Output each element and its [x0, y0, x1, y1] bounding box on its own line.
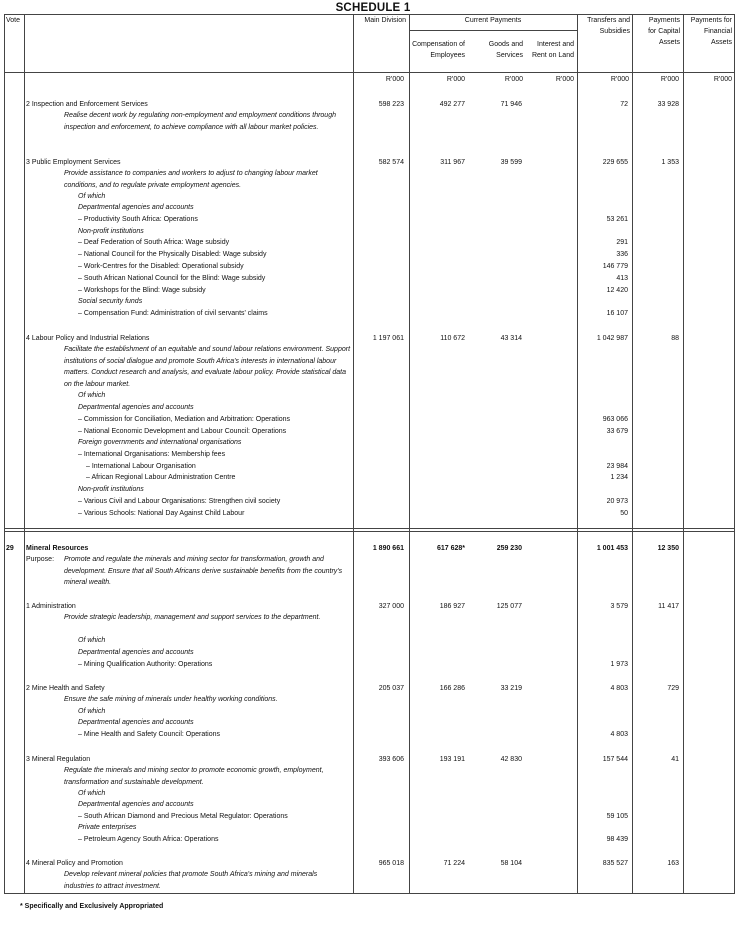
amount-comp: 110 672 [440, 335, 465, 342]
program-description: Provide strategic leadership, management and support services to the department. [64, 614, 321, 621]
amount-trans: 963 066 [602, 416, 628, 423]
amount-comp: 166 286 [439, 685, 465, 692]
amount-goods: 58 104 [500, 860, 522, 867]
column-divider [632, 14, 633, 894]
unit-label: R'000 [446, 76, 465, 83]
amount-comp: 492 277 [439, 101, 465, 108]
line-item: – Productivity South Africa: Operations [78, 216, 198, 223]
of-which-label: Of which [78, 790, 106, 797]
amount-trans: 16 107 [606, 310, 628, 317]
unit-label: R'000 [385, 76, 404, 83]
amount-trans: 291 [616, 239, 628, 246]
line-item: – Various Schools: National Day Against Child Labour [78, 510, 245, 517]
header-current-payments: Current Payments [464, 17, 522, 24]
category-label: Non-profit institutions [78, 228, 144, 235]
unit-label: R'000 [504, 76, 523, 83]
amount-trans: 229 655 [602, 159, 628, 166]
programme-title: 2 Mine Health and Safety [26, 685, 105, 692]
column-divider [577, 14, 578, 894]
header-compensation: Compensation of Employees [412, 41, 465, 59]
amount-trans: 12 420 [606, 287, 628, 294]
amount-trans: 98 439 [606, 836, 628, 843]
line-item: – International Organisations: Membership fees [78, 451, 226, 458]
amount-cap: 11 417 [658, 603, 679, 610]
unit-label: R'000 [713, 76, 732, 83]
program-description: Regulate the minerals and mining sector to promote economic growth, employment, transformation and sustainable development. [64, 767, 324, 786]
category-label: Departmental agencies and accounts [78, 719, 194, 726]
line-item: – Petroleum Agency South Africa: Operations [78, 836, 219, 843]
amount-cap: 163 [667, 860, 679, 867]
program-description: Develop relevant mineral policies that promote South Africa's mining and minerals industries to attract investment. [64, 871, 318, 890]
category-label: Social security funds [78, 298, 143, 305]
header-interest: Interest and Rent on Land [531, 41, 574, 59]
programme-title: 4 Mineral Policy and Promotion [26, 860, 123, 867]
unit-label: R'000 [610, 76, 629, 83]
amount-main: 1 890 661 [372, 545, 404, 552]
program-description: Facilitate the establishment of an equitable and sound labour relations environment. Support institutions of social dialogue and promote South Africa's interests in international labour matters. Conduct research and analysis, and evaluate labour policy. Provide statistical data on the labour market. [64, 346, 351, 388]
unit-label: R'000 [660, 76, 679, 83]
category-label: Non-profit institutions [78, 486, 144, 493]
line-item: – Mine Health and Safety Council: Operations [78, 731, 221, 738]
amount-trans: 1 042 987 [596, 335, 628, 342]
amount-trans: 20 973 [606, 498, 628, 505]
program-description: Realise decent work by regulating non-employment and employment conditions through inspection and enforcement, to achieve compliance with all labour market policies. [64, 112, 336, 131]
programme-title: 4 Labour Policy and Industrial Relations [26, 335, 150, 342]
amount-main: 1 197 061 [372, 335, 404, 342]
of-which-label: Of which [78, 708, 106, 715]
amount-trans: 413 [616, 275, 628, 282]
program-description: Provide assistance to companies and workers to adjust to changing labour market conditions, and to regulate private employment agencies. [64, 170, 318, 189]
amount-main: 205 037 [378, 685, 404, 692]
vote-title: Mineral Resources [26, 545, 89, 552]
header-vote: Vote [6, 17, 21, 24]
column-divider [683, 14, 684, 894]
amount-cap: 729 [667, 685, 679, 692]
of-which-label: Of which [78, 193, 106, 200]
amount-trans: 1 234 [610, 474, 628, 481]
amount-goods: 43 314 [500, 335, 522, 342]
amount-main: 393 606 [378, 756, 404, 763]
unit-label: R'000 [555, 76, 574, 83]
amount-cap: 12 350 [657, 545, 679, 552]
purpose-label: Purpose: [26, 556, 55, 563]
line-item: – African Regional Labour Administration Centre [86, 474, 236, 481]
purpose-text: Promote and regulate the minerals and mining sector for transformation, growth and development. Ensure that all South Africans derive sustainable benefits from the country's mineral wealth. [64, 556, 343, 587]
of-which-label: Of which [78, 637, 106, 644]
header-goods: Goods and Services [488, 41, 523, 59]
column-divider [409, 14, 410, 894]
amount-goods: 125 077 [496, 603, 522, 610]
header-financial: Payments for Financial Assets [690, 17, 732, 46]
amount-cap: 1 353 [661, 159, 679, 166]
category-label: Departmental agencies and accounts [78, 801, 194, 808]
vote-number: 29 [6, 545, 14, 552]
amount-cap: 33 928 [657, 101, 679, 108]
vote-separator [4, 531, 735, 532]
amount-trans: 146 779 [602, 263, 628, 270]
amount-main: 598 223 [378, 101, 404, 108]
amount-trans: 50 [620, 510, 628, 517]
header-capital: Payments for Capital Assets [648, 17, 680, 46]
amount-comp: 186 927 [439, 603, 465, 610]
amount-goods: 259 230 [496, 545, 522, 552]
amount-trans: 1 001 453 [596, 545, 628, 552]
amount-goods: 71 946 [500, 101, 522, 108]
category-label: Foreign governments and international organisations [78, 439, 242, 446]
amount-trans: 4 803 [610, 685, 628, 692]
line-item: – Work-Centres for the Disabled: Operational subsidy [78, 263, 244, 270]
amount-trans: 53 261 [606, 216, 628, 223]
amount-comp: 193 191 [439, 756, 465, 763]
category-label: Departmental agencies and accounts [78, 404, 194, 411]
column-divider [353, 14, 354, 894]
programme-title: 2 Inspection and Enforcement Services [26, 101, 148, 108]
amount-trans: 3 579 [610, 603, 628, 610]
category-label: Private enterprises [78, 824, 137, 831]
amount-comp: 71 224 [443, 860, 465, 867]
amount-trans: 23 984 [606, 463, 628, 470]
column-divider [24, 14, 25, 894]
amount-goods: 39 599 [500, 159, 522, 166]
amount-comp: 311 967 [440, 159, 465, 166]
line-item: – National Economic Development and Labour Council: Operations [78, 428, 287, 435]
line-item: – International Labour Organisation [86, 463, 196, 470]
amount-cap: 88 [671, 335, 679, 342]
line-item: – Workshops for the Blind: Wage subsidy [78, 287, 206, 294]
line-item: – Compensation Fund: Administration of civil servants' claims [78, 310, 268, 317]
line-item: – South African National Council for the Blind: Wage subsidy [78, 275, 266, 282]
line-item: – National Council for the Physically Disabled: Wage subsidy [78, 251, 267, 258]
header-divider [409, 30, 577, 31]
amount-trans: 59 105 [606, 813, 628, 820]
program-description: Ensure the safe mining of minerals under healthy working conditions. [64, 696, 278, 703]
header-divider [4, 72, 735, 73]
amount-cap: 41 [671, 756, 679, 763]
amount-main: 327 000 [378, 603, 404, 610]
programme-title: 3 Mineral Regulation [26, 756, 91, 763]
line-item: – Commission for Conciliation, Mediation and Arbitration: Operations [78, 416, 291, 423]
header-transfers: Transfers and Subsidies [587, 17, 630, 35]
line-item: – South African Diamond and Precious Metal Regulator: Operations [78, 813, 288, 820]
programme-title: 3 Public Employment Services [26, 159, 121, 166]
programme-title: 1 Administration [26, 603, 76, 610]
schedule-title: SCHEDULE 1 [335, 2, 411, 14]
of-which-label: Of which [78, 392, 106, 399]
amount-goods: 42 830 [500, 756, 522, 763]
amount-trans: 336 [616, 251, 628, 258]
line-item: – Various Civil and Labour Organisations: Strengthen civil society [78, 498, 281, 505]
amount-goods: 33 219 [500, 685, 522, 692]
amount-trans: 157 544 [602, 756, 628, 763]
header-main-division: Main Division [364, 17, 406, 24]
footnote: * Specifically and Exclusively Appropriated [20, 903, 164, 910]
amount-main: 965 018 [378, 860, 404, 867]
amount-trans: 33 679 [606, 428, 628, 435]
category-label: Departmental agencies and accounts [78, 649, 194, 656]
amount-trans: 835 527 [602, 860, 628, 867]
amount-trans: 4 803 [610, 731, 628, 738]
line-item: – Mining Qualification Authority: Operations [78, 661, 213, 668]
amount-trans: 1 973 [610, 661, 628, 668]
amount-main: 582 574 [378, 159, 404, 166]
amount-trans: 72 [620, 101, 628, 108]
category-label: Departmental agencies and accounts [78, 204, 194, 211]
line-item: – Deaf Federation of South Africa: Wage subsidy [78, 239, 230, 246]
amount-comp: 617 628* [436, 545, 465, 552]
vote-separator [4, 528, 735, 529]
